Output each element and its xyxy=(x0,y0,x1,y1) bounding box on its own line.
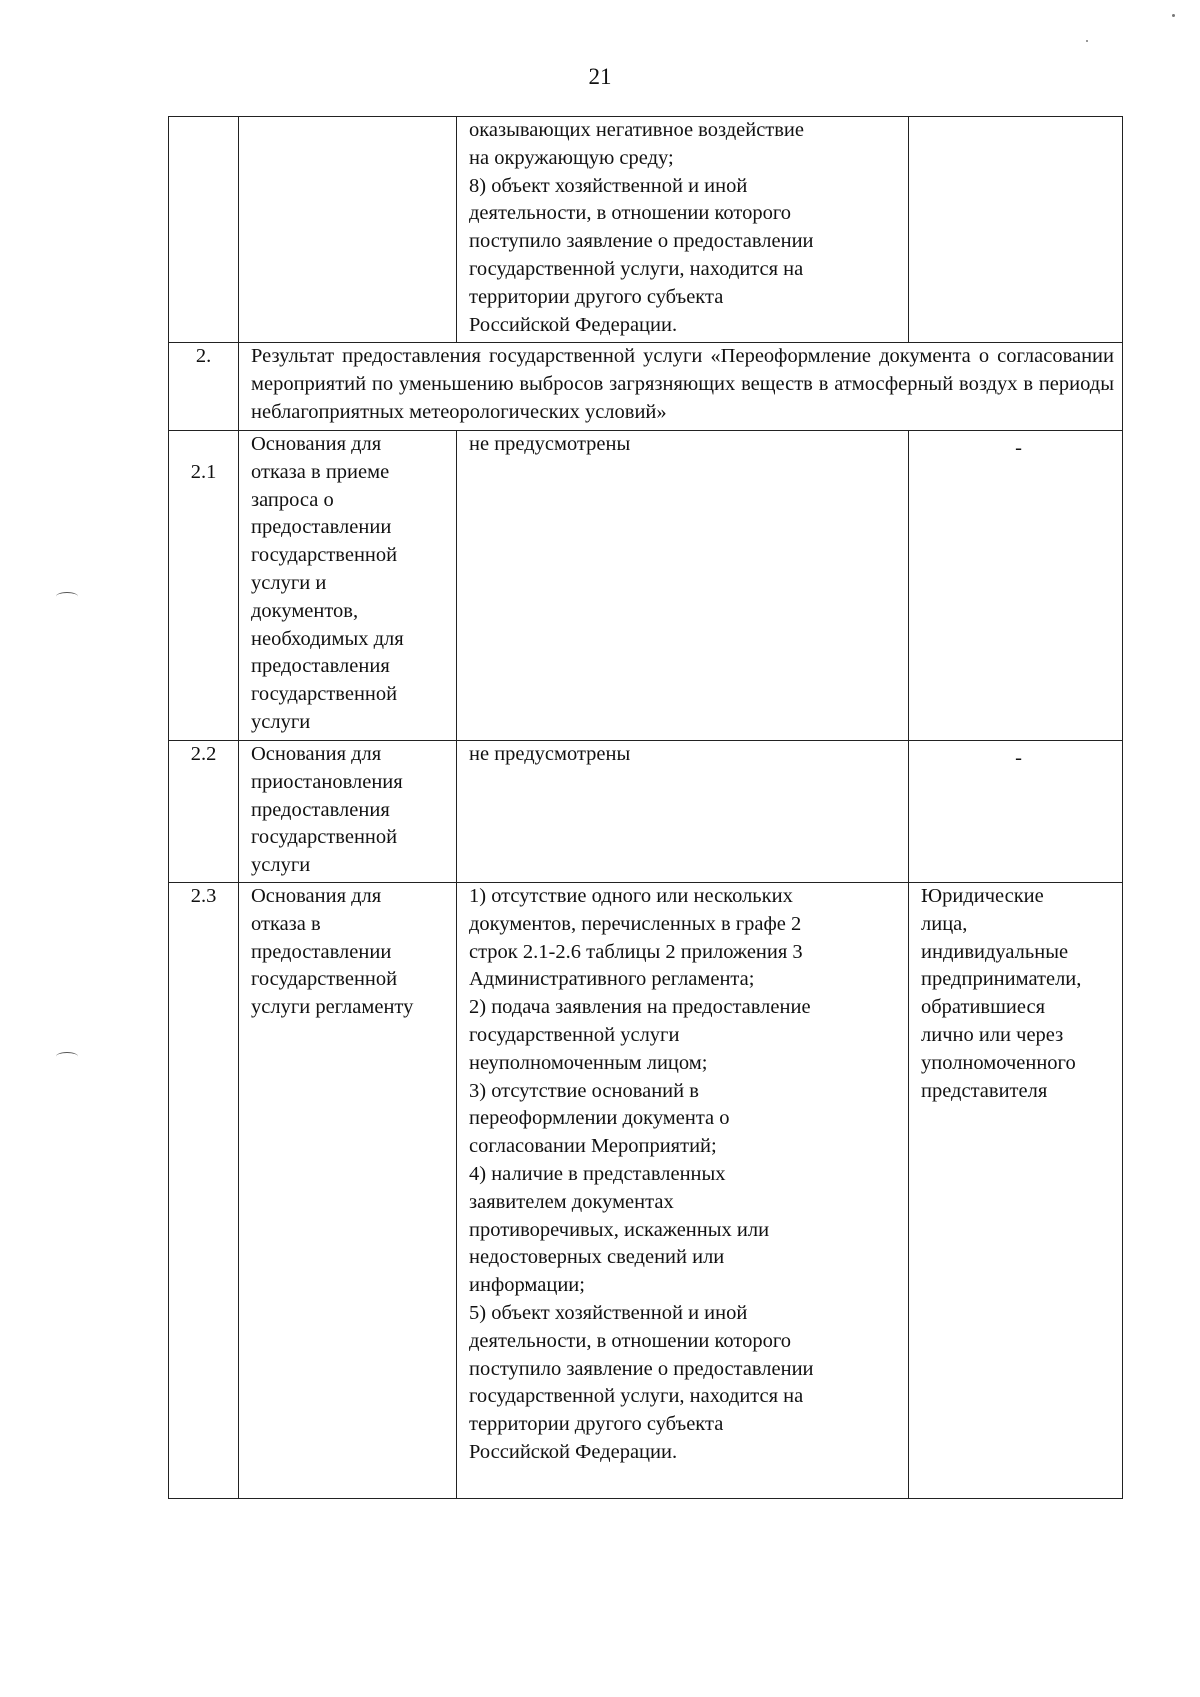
row-ground: Основания для отказа в приеме запроса о предоставлении государственной услуги и документов, необходимых для предоставления государственной услуги xyxy=(239,431,457,741)
table-row-2-2 xyxy=(169,741,1123,883)
table-row-2-3 xyxy=(169,883,1123,1499)
scan-speck xyxy=(1086,40,1088,42)
row-applicants: Юридические лица, индивидуальные предприниматели, обратившиеся лично или через уполномоченного представителя xyxy=(909,883,1123,1499)
section-result-title: Результат предоставления государственной услуги «Переоформление документа о согласовании мероприятий по уменьшению выбросов загрязняющих веществ в атмосферный воздух в периоды неблагоприятных метеорологических условий» xyxy=(239,343,1123,431)
table-row-section-2 xyxy=(169,343,1123,431)
scan-punch-mark xyxy=(56,1052,78,1061)
scan-speck xyxy=(1172,14,1175,17)
scan-punch-mark xyxy=(56,592,78,601)
row-content: не предусмотрены xyxy=(457,741,909,883)
row-content: 1) отсутствие одного или нескольких документов, перечисленных в графе 2 строк 2.1-2.6 таблицы 2 приложения 3 Административного регламента; 2) подача заявления на предоставление государственной услуги неуполномоченным лицом; 3) отсутствие оснований в переоформлении документа о согласовании Мероприятий; 4) наличие в представленных заявителем документах противоречивых, искаженных или недостоверных сведений или информации; 5) объект хозяйственной и иной деятельности, в отношении которого поступило заявление о предоставлении государственной услуги, находится на территории другого субъекта Российской Федерации. xyxy=(457,883,909,1499)
row-number-text: 2.1 xyxy=(190,461,217,483)
row-applicants: - xyxy=(909,741,1123,883)
cell-number xyxy=(169,117,239,343)
section-number: 2. xyxy=(169,343,239,431)
cell-content: оказывающих негативное воздействие на окружающую среду; 8) объект хозяйственной и иной деятельности, в отношении которого поступило заявление о предоставлении государственной услуги, находится на территории другого субъекта Российской Федерации. xyxy=(457,117,909,343)
regulation-table xyxy=(168,116,1123,1499)
cell-ground xyxy=(239,117,457,343)
row-content: не предусмотрены xyxy=(457,431,909,741)
row-number: 2.2 xyxy=(169,741,239,883)
page-number: 21 xyxy=(588,64,612,89)
row-ground: Основания для отказа в предоставлении государственной услуги регламенту xyxy=(239,883,457,1499)
table-row-2-1 xyxy=(169,431,1123,741)
row-ground: Основания для приостановления предоставления государственной услуги xyxy=(239,741,457,883)
row-number: 2.3 xyxy=(169,883,239,1499)
table-row-continuation xyxy=(169,117,1123,343)
cell-applicants xyxy=(909,117,1123,343)
row-applicants: - xyxy=(909,431,1123,741)
row-number xyxy=(169,431,239,741)
